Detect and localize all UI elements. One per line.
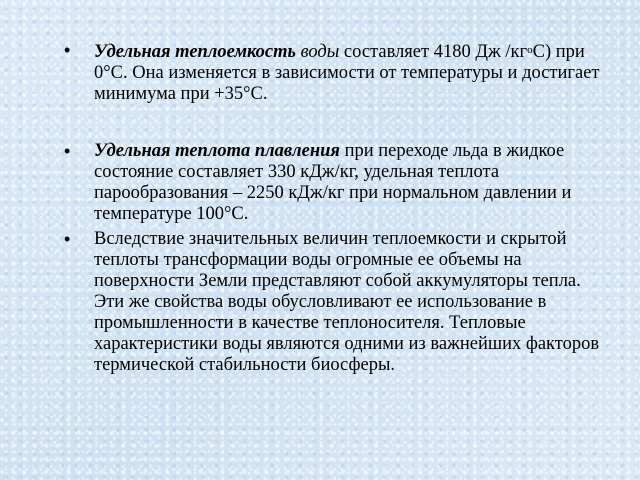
bullet-list xyxy=(64,40,604,376)
bullet-marker: • xyxy=(64,229,71,249)
bullet-marker: • xyxy=(64,141,71,161)
heat-of-fusion-text: при переходе льда в жидкое состояние составляет 330 кДж/кг, удельная теплота парообразования – 2250 кДж/кг при нормальном давлении и температуре 100°С. xyxy=(94,141,572,224)
degree-superscript: о xyxy=(527,44,533,56)
heat-storage-text: Вследствие значительных величин теплоемкости и скрытой теплоты трансформации воды огромные ее объемы на поверхности Земли представляют собой аккумуляторы тепла. Эти же свойства воды обусловливают ее использование в промышленности в качестве теплоносителя. Тепловые характеристики воды являются одними из важнейших факторов термической стабильности биосферы. xyxy=(94,229,600,375)
slide-content xyxy=(64,40,604,376)
bullet-marker: • xyxy=(64,40,71,60)
term-heat-of-fusion: Удельная теплота плавления xyxy=(94,141,340,161)
bullet-item-specific-heat xyxy=(64,40,604,105)
bullet-item-heat-storage xyxy=(64,229,604,376)
specific-heat-text-cont: С) при 0°С. Она изменяется в зависимости от температуры и достигает минимума при +35°С. xyxy=(94,42,600,104)
bullet-item-heat-of-fusion xyxy=(64,141,604,225)
specific-heat-text: составляет 4180 Дж /кг xyxy=(339,42,528,62)
term-specific-heat: Удельная теплоемкость xyxy=(94,42,296,62)
term-water: воды xyxy=(300,42,340,62)
